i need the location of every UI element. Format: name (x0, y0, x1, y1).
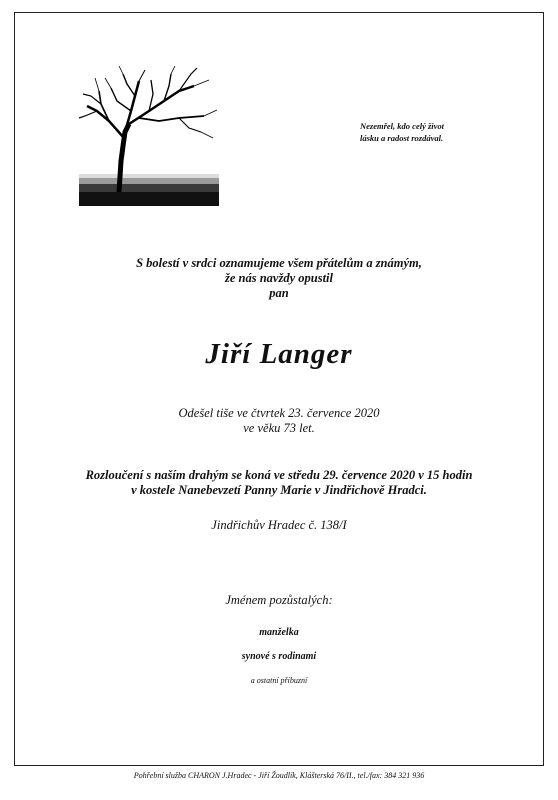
farewell-line: Rozloučení s naším drahým se koná ve středu 29. července 2020 v 15 hodin (85, 468, 473, 482)
farewell-line: v kostele Nanebevzetí Panny Marie v Jindřichově Hradci. (131, 483, 427, 497)
intro-line: pan (269, 286, 289, 300)
address: Jindřichův Hradec č. 138/I (211, 518, 347, 532)
intro-text (0, 256, 558, 301)
intro-line: S bolestí v srdci oznamujeme všem přátelům a známým, (136, 256, 422, 270)
mourner-relatives: a ostatní příbuzní (250, 676, 308, 685)
departed-line: ve věku 73 let. (243, 421, 315, 435)
quote (360, 120, 480, 144)
quote-line: Nezemřel, kdo celý život (360, 121, 445, 131)
mourner-sons: synové s rodinami (241, 651, 317, 662)
farewell-text (0, 468, 558, 498)
funeral-service-footer: Pohřební služba CHARON J.Hradec - Jiří Žoudlík, Klášterská 76/II., tel./fax: 384 321 936 (133, 771, 425, 780)
bare-tree-image (79, 66, 219, 206)
departed-text (0, 406, 558, 436)
on-behalf-heading: Jménem pozůstalých: (225, 593, 333, 607)
mourner-spouse: manželka (259, 627, 299, 638)
quote-line: lásku a radost rozdával. (360, 133, 444, 143)
departed-line: Odešel tiše ve čtvrtek 23. července 2020 (178, 406, 380, 420)
intro-line: že nás navždy opustil (224, 271, 333, 285)
deceased-name: Jiří Langer (205, 338, 353, 370)
